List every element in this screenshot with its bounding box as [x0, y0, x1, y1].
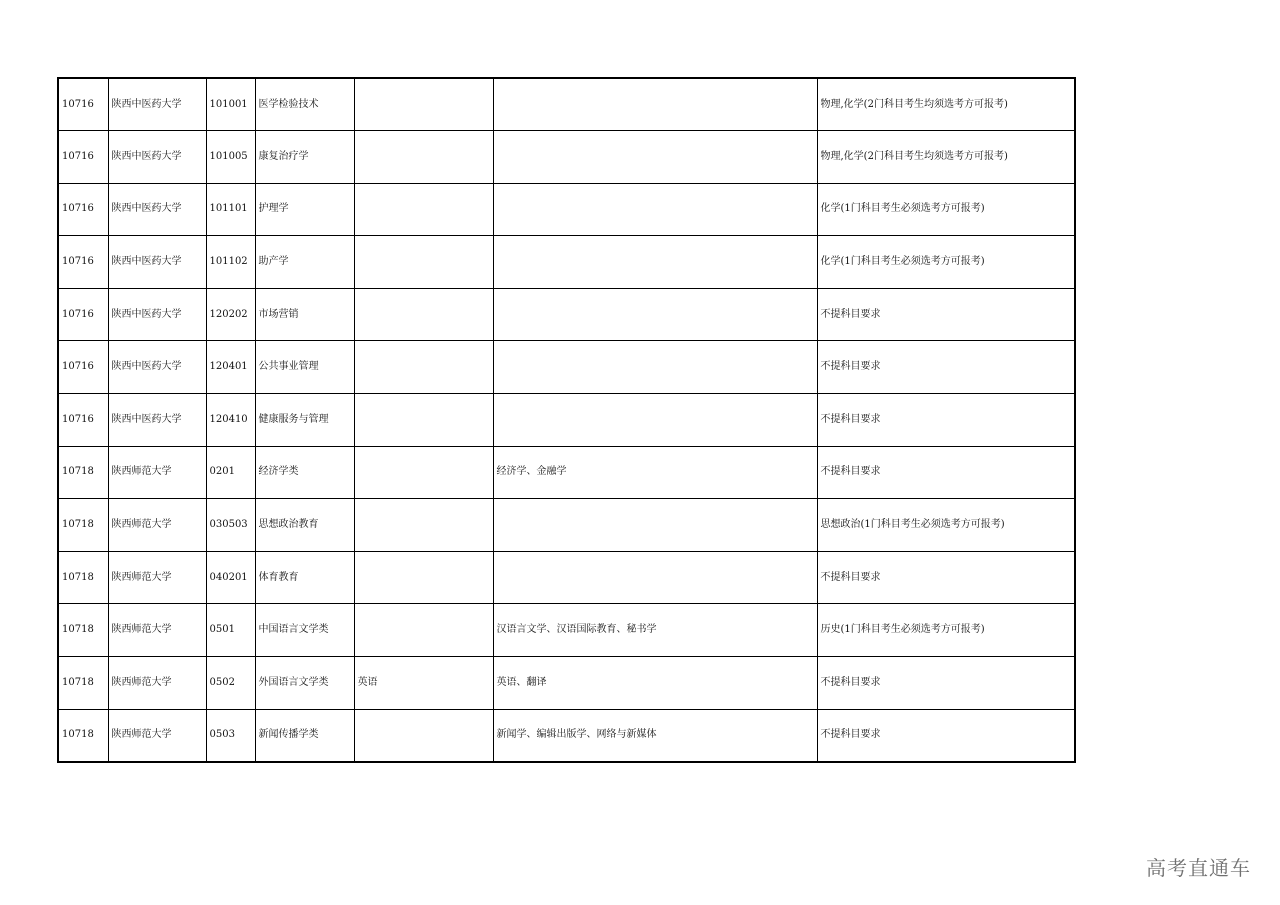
major-name-cell: 中国语言文学类	[255, 604, 354, 657]
major-name-cell: 体育教育	[255, 551, 354, 604]
table-row	[58, 657, 1075, 710]
subject-requirement-cell: 物理,化学(2门科目考生均须选考方可报考)	[817, 78, 1075, 131]
major-note-cell	[354, 446, 493, 499]
major-name-cell: 康复治疗学	[255, 131, 354, 184]
school-code-cell: 10718	[58, 709, 108, 762]
table-row	[58, 499, 1075, 552]
major-name-cell: 新闻传播学类	[255, 709, 354, 762]
table-row	[58, 183, 1075, 236]
school-code-cell: 10716	[58, 236, 108, 289]
major-note-cell	[354, 78, 493, 131]
table-row	[58, 288, 1075, 341]
included-majors-cell	[493, 236, 817, 289]
school-name-cell: 陕西师范大学	[108, 446, 206, 499]
included-majors-cell	[493, 131, 817, 184]
school-name-cell: 陕西师范大学	[108, 551, 206, 604]
major-note-cell	[354, 394, 493, 447]
subject-requirement-cell: 不提科目要求	[817, 709, 1075, 762]
school-code-cell: 10716	[58, 131, 108, 184]
included-majors-cell	[493, 78, 817, 131]
major-name-cell: 经济学类	[255, 446, 354, 499]
school-name-cell: 陕西中医药大学	[108, 341, 206, 394]
school-name-cell: 陕西师范大学	[108, 604, 206, 657]
school-code-cell: 10716	[58, 341, 108, 394]
major-code-cell: 101101	[206, 183, 255, 236]
school-code-cell: 10718	[58, 446, 108, 499]
included-majors-cell: 汉语言文学、汉语国际教育、秘书学	[493, 604, 817, 657]
subject-requirement-cell: 不提科目要求	[817, 446, 1075, 499]
table-row	[58, 341, 1075, 394]
included-majors-cell: 英语、翻译	[493, 657, 817, 710]
subject-requirement-cell: 不提科目要求	[817, 288, 1075, 341]
major-code-cell: 120401	[206, 341, 255, 394]
major-code-cell: 120410	[206, 394, 255, 447]
major-code-cell: 030503	[206, 499, 255, 552]
major-code-cell: 0201	[206, 446, 255, 499]
included-majors-cell	[493, 394, 817, 447]
major-note-cell	[354, 341, 493, 394]
school-name-cell: 陕西中医药大学	[108, 394, 206, 447]
school-code-cell: 10718	[58, 551, 108, 604]
school-code-cell: 10716	[58, 394, 108, 447]
school-code-cell: 10718	[58, 604, 108, 657]
subject-requirements-table	[57, 77, 1076, 763]
major-code-cell: 0501	[206, 604, 255, 657]
included-majors-cell	[493, 499, 817, 552]
subject-requirement-cell: 思想政治(1门科目考生必须选考方可报考)	[817, 499, 1075, 552]
school-name-cell: 陕西师范大学	[108, 709, 206, 762]
major-name-cell: 助产学	[255, 236, 354, 289]
major-code-cell: 040201	[206, 551, 255, 604]
major-name-cell: 护理学	[255, 183, 354, 236]
school-name-cell: 陕西师范大学	[108, 499, 206, 552]
major-code-cell: 101001	[206, 78, 255, 131]
subject-requirement-cell: 化学(1门科目考生必须选考方可报考)	[817, 183, 1075, 236]
major-note-cell	[354, 709, 493, 762]
school-code-cell: 10716	[58, 78, 108, 131]
subject-requirement-cell: 不提科目要求	[817, 341, 1075, 394]
major-note-cell	[354, 131, 493, 184]
school-name-cell: 陕西中医药大学	[108, 288, 206, 341]
major-code-cell: 0503	[206, 709, 255, 762]
school-name-cell: 陕西中医药大学	[108, 131, 206, 184]
subject-requirement-cell: 物理,化学(2门科目考生均须选考方可报考)	[817, 131, 1075, 184]
school-name-cell: 陕西中医药大学	[108, 78, 206, 131]
included-majors-cell	[493, 551, 817, 604]
major-code-cell: 101005	[206, 131, 255, 184]
major-name-cell: 健康服务与管理	[255, 394, 354, 447]
major-note-cell: 英语	[354, 657, 493, 710]
subject-requirement-cell: 历史(1门科目考生必须选考方可报考)	[817, 604, 1075, 657]
school-code-cell: 10716	[58, 288, 108, 341]
subject-requirement-cell: 不提科目要求	[817, 394, 1075, 447]
included-majors-cell	[493, 183, 817, 236]
school-code-cell: 10718	[58, 499, 108, 552]
major-note-cell	[354, 551, 493, 604]
major-name-cell: 思想政治教育	[255, 499, 354, 552]
major-note-cell	[354, 236, 493, 289]
table-row	[58, 236, 1075, 289]
subject-requirement-cell: 化学(1门科目考生必须选考方可报考)	[817, 236, 1075, 289]
major-note-cell	[354, 604, 493, 657]
major-name-cell: 公共事业管理	[255, 341, 354, 394]
table-row	[58, 78, 1075, 131]
major-note-cell	[354, 288, 493, 341]
school-name-cell: 陕西中医药大学	[108, 236, 206, 289]
table-row	[58, 446, 1075, 499]
major-note-cell	[354, 183, 493, 236]
school-code-cell: 10718	[58, 657, 108, 710]
major-name-cell: 外国语言文学类	[255, 657, 354, 710]
included-majors-cell	[493, 341, 817, 394]
subject-requirement-cell: 不提科目要求	[817, 551, 1075, 604]
table-row	[58, 394, 1075, 447]
school-code-cell: 10716	[58, 183, 108, 236]
table-row	[58, 604, 1075, 657]
major-name-cell: 医学检验技术	[255, 78, 354, 131]
table-body	[58, 78, 1075, 762]
major-note-cell	[354, 499, 493, 552]
major-code-cell: 0502	[206, 657, 255, 710]
major-code-cell: 101102	[206, 236, 255, 289]
table-row	[58, 709, 1075, 762]
watermark-text: 高考直通车	[1146, 856, 1251, 880]
major-name-cell: 市场营销	[255, 288, 354, 341]
included-majors-cell: 经济学、金融学	[493, 446, 817, 499]
included-majors-cell: 新闻学、编辑出版学、网络与新媒体	[493, 709, 817, 762]
major-code-cell: 120202	[206, 288, 255, 341]
school-name-cell: 陕西师范大学	[108, 657, 206, 710]
table-row	[58, 131, 1075, 184]
table-row	[58, 551, 1075, 604]
included-majors-cell	[493, 288, 817, 341]
school-name-cell: 陕西中医药大学	[108, 183, 206, 236]
subject-requirement-cell: 不提科目要求	[817, 657, 1075, 710]
